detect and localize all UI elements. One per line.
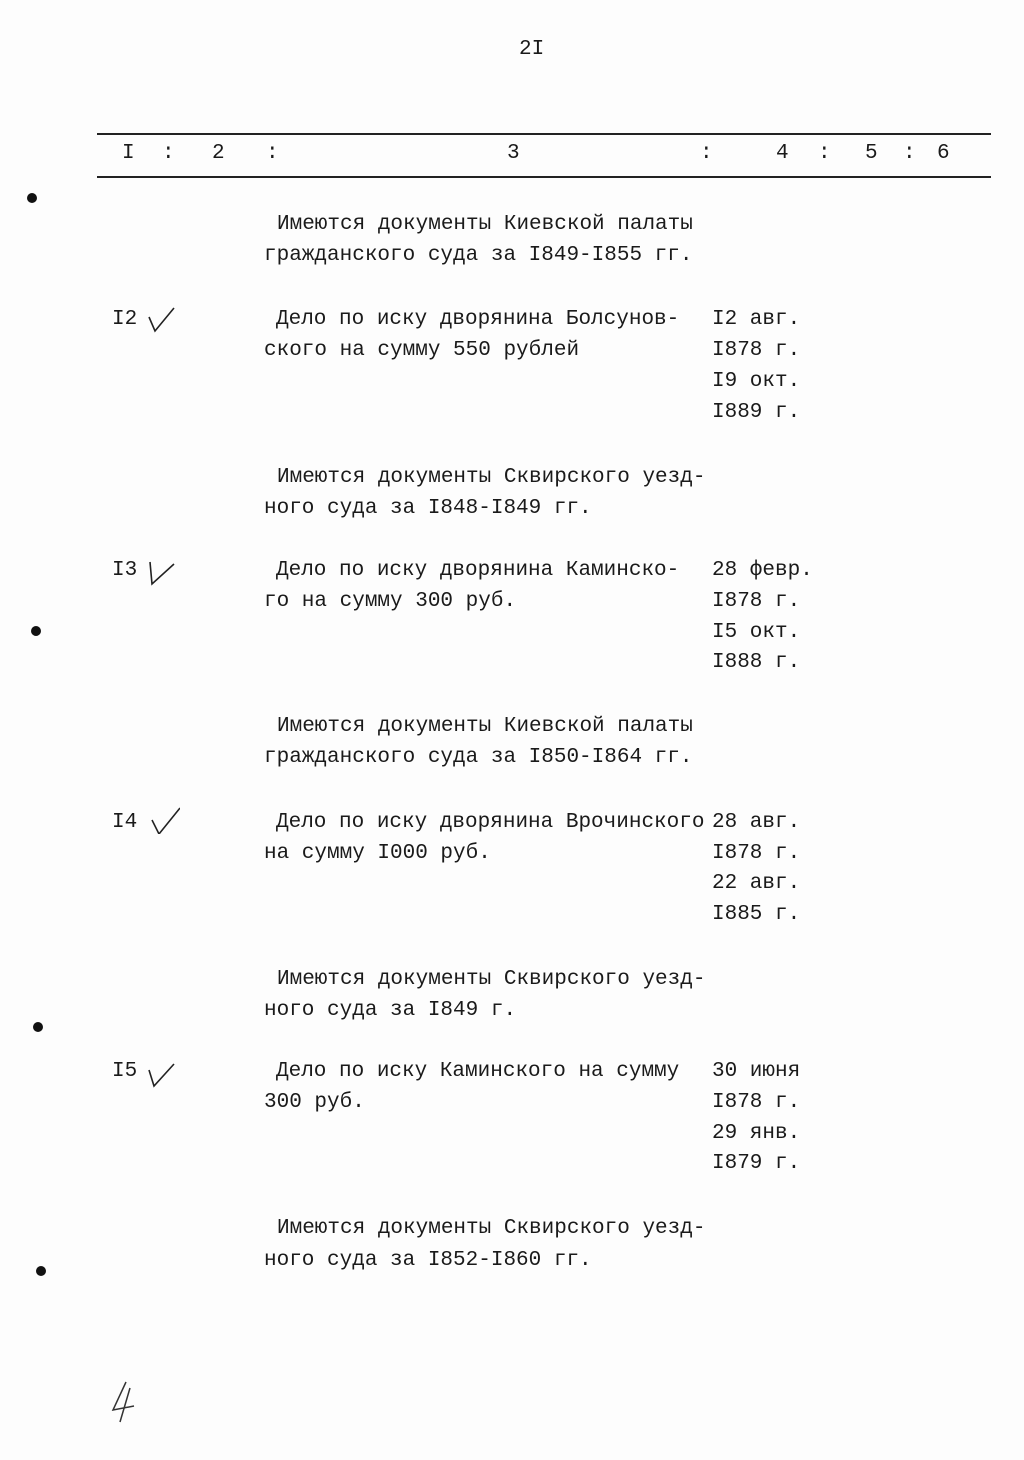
- entry-line: на сумму I000 руб.: [264, 842, 491, 865]
- col-5: 5: [865, 142, 878, 165]
- entry-line: 300 руб.: [264, 1091, 365, 1114]
- entry-date: 29 янв.: [712, 1122, 801, 1145]
- note-line: гражданского суда за I850-I864 гг.: [264, 746, 693, 769]
- entry-date: I5 окт.: [712, 621, 801, 644]
- entry-line: ского на сумму 550 рублей: [264, 339, 580, 362]
- entry-line: Дело по иску Каминского на сумму: [276, 1060, 680, 1083]
- note-line: Имеются документы Сквирского уезд-: [277, 466, 706, 489]
- checkmark-icon: [146, 1060, 176, 1088]
- handwritten-sheet-number: [108, 1380, 138, 1424]
- note-line: ного суда за I852-I860 гг.: [264, 1249, 592, 1272]
- note-line: ного суда за I848-I849 гг.: [264, 497, 592, 520]
- col-sep: :: [903, 142, 916, 165]
- note-line: гражданского суда за I849-I855 гг.: [264, 244, 693, 267]
- col-4: 4: [776, 142, 789, 165]
- entry-date: I878 г.: [712, 339, 801, 362]
- entry-date: I888 г.: [712, 651, 801, 674]
- page-number: 2I: [519, 38, 545, 61]
- entry-date: I878 г.: [712, 1091, 801, 1114]
- entry-line: Дело по иску дворянина Врочинского: [276, 811, 705, 834]
- note-line: Имеются документы Киевской палаты: [277, 213, 693, 236]
- entry-date: 28 февр.: [712, 559, 813, 582]
- checkmark-icon: [150, 806, 180, 834]
- note-line: Имеются документы Сквирского уезд-: [277, 968, 706, 991]
- entry-date: I2 авг.: [712, 308, 801, 331]
- entry-line: Дело по иску дворянина Болсунов-: [276, 308, 680, 331]
- note-line: Имеются документы Киевской палаты: [277, 715, 693, 738]
- entry-line: Дело по иску дворянина Каминско-: [276, 559, 680, 582]
- binder-hole: [31, 626, 41, 636]
- col-sep: :: [266, 142, 279, 165]
- checkmark-icon: [146, 305, 176, 333]
- note-line: ного суда за I849 г.: [264, 999, 517, 1022]
- col-1: I: [122, 142, 135, 165]
- header-rule-top: [97, 133, 991, 135]
- binder-hole: [36, 1266, 46, 1276]
- entry-number: I5: [112, 1060, 138, 1083]
- entry-number: I3: [112, 559, 138, 582]
- col-2: 2: [212, 142, 225, 165]
- entry-date: I878 г.: [712, 842, 801, 865]
- col-6: 6: [937, 142, 950, 165]
- entry-date: I885 г.: [712, 903, 801, 926]
- entry-number: I4: [112, 811, 138, 834]
- entry-date: I9 окт.: [712, 370, 801, 393]
- entry-date: I889 г.: [712, 401, 801, 424]
- note-line: Имеются документы Сквирского уезд-: [277, 1217, 706, 1240]
- entry-date: 30 июня: [712, 1060, 801, 1083]
- col-sep: :: [700, 142, 713, 165]
- col-sep: :: [162, 142, 175, 165]
- col-3: 3: [507, 142, 520, 165]
- binder-hole: [27, 193, 37, 203]
- entry-number: I2: [112, 308, 138, 331]
- checkmark-icon: [146, 558, 176, 586]
- binder-hole: [33, 1022, 43, 1032]
- entry-date: 22 авг.: [712, 872, 801, 895]
- entry-date: 28 авг.: [712, 811, 801, 834]
- entry-date: I879 г.: [712, 1152, 801, 1175]
- header-rule-bottom: [97, 176, 991, 178]
- col-sep: :: [818, 142, 831, 165]
- entry-date: I878 г.: [712, 590, 801, 613]
- entry-line: го на сумму 300 руб.: [264, 590, 517, 613]
